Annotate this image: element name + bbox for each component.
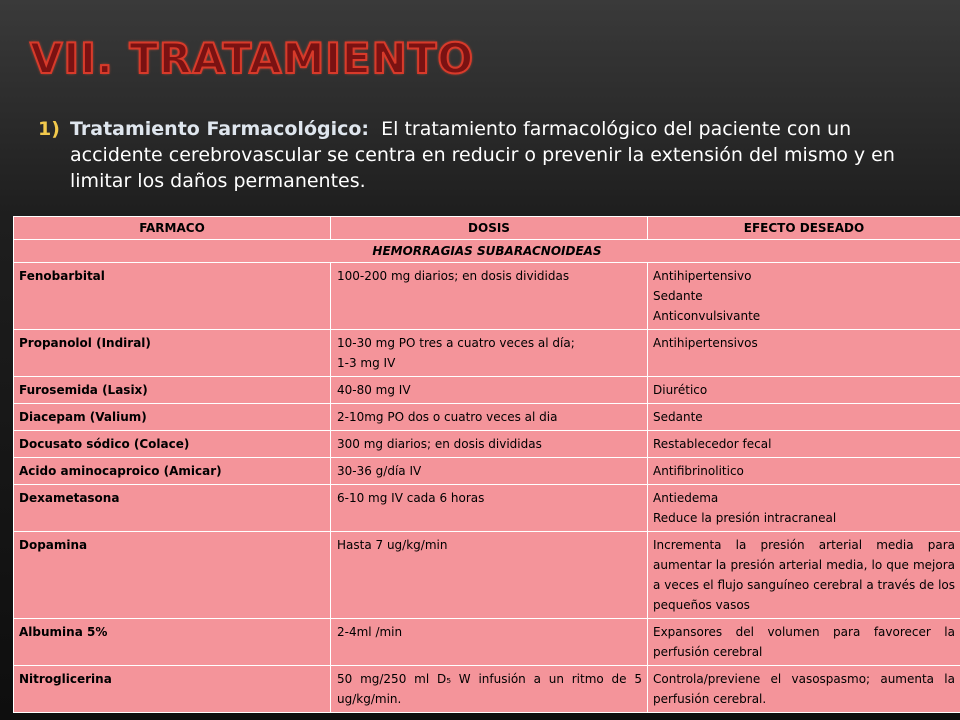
table-row (14, 458, 960, 485)
effect-line: Antiedema (653, 491, 719, 505)
header-farmaco: FARMACO (14, 217, 331, 240)
dose-cell (331, 485, 648, 532)
section-title: HEMORRAGIAS SUBARACNOIDEAS (14, 240, 960, 263)
drug-cell: Dexametasona (14, 485, 331, 532)
table-row (14, 666, 960, 713)
table-row (14, 431, 960, 458)
effect-line: Sedante (653, 410, 703, 424)
table-row (14, 377, 960, 404)
effect-cell (648, 458, 960, 485)
effect-cell (648, 619, 960, 666)
drug-cell: Albumina 5% (14, 619, 331, 666)
effect-line: Sedante (653, 289, 703, 303)
effect-line: Controla/previene el vasospasmo; aumenta la perfusión cerebral. (653, 672, 955, 706)
dose-line: Hasta 7 ug/kg/min (337, 538, 448, 552)
drug-cell: Fenobarbital (14, 263, 331, 330)
dose-line: 2-10mg PO dos o cuatro veces al dia (337, 410, 558, 424)
effect-line: Restablecedor fecal (653, 437, 772, 451)
dose-cell (331, 619, 648, 666)
drug-cell: Acido aminocaproico (Amicar) (14, 458, 331, 485)
drug-cell: Propanolol (Indiral) (14, 330, 331, 377)
effect-cell (648, 431, 960, 458)
dose-cell (331, 458, 648, 485)
table-row (14, 619, 960, 666)
table-row (14, 532, 960, 619)
table-row (14, 330, 960, 377)
table-row (14, 404, 960, 431)
dose-cell (331, 330, 648, 377)
table-header-row (14, 217, 960, 240)
drug-cell: Dopamina (14, 532, 331, 619)
drug-cell: Docusato sódico (Colace) (14, 431, 331, 458)
effect-line: Antihipertensivo (653, 269, 752, 283)
dose-line: 300 mg diarios; en dosis divididas (337, 437, 542, 451)
intro-number: 1) (38, 118, 60, 140)
effect-cell (648, 377, 960, 404)
header-efecto: EFECTO DESEADO (648, 217, 960, 240)
intro-lead: Tratamiento Farmacológico: (70, 118, 370, 140)
effect-line: Anticonvulsivante (653, 309, 761, 323)
dose-cell (331, 666, 648, 713)
effect-line: Diurético (653, 383, 708, 397)
effect-line: Reduce la presión intracraneal (653, 511, 837, 525)
header-dosis: DOSIS (331, 217, 648, 240)
effect-line: Expansores del volumen para favorecer la perfusión cerebral (653, 625, 955, 659)
dose-cell (331, 404, 648, 431)
dose-cell (331, 377, 648, 404)
intro-paragraph (38, 116, 938, 194)
dose-line: 1-3 mg IV (337, 356, 396, 370)
dose-line: 6-10 mg IV cada 6 horas (337, 491, 485, 505)
dose-line: 30-36 g/día IV (337, 464, 422, 478)
dose-line: 2-4ml /min (337, 625, 403, 639)
effect-cell (648, 532, 960, 619)
dose-cell (331, 263, 648, 330)
table-row (14, 263, 960, 330)
drug-cell: Furosemida (Lasix) (14, 377, 331, 404)
dose-line: 10-30 mg PO tres a cuatro veces al día; (337, 336, 575, 350)
effect-cell (648, 666, 960, 713)
intro-body (70, 116, 938, 194)
effect-cell (648, 263, 960, 330)
effect-cell (648, 485, 960, 532)
dose-cell (331, 532, 648, 619)
effect-cell (648, 330, 960, 377)
dose-line: 50 mg/250 ml D₅ W infusión a un ritmo de 5 ug/kg/min. (337, 672, 642, 706)
effect-line: Antihipertensivos (653, 336, 758, 350)
effect-cell (648, 404, 960, 431)
dose-cell (331, 431, 648, 458)
treatment-table (13, 216, 960, 713)
drug-cell: Nitroglicerina (14, 666, 331, 713)
slide-title: VII. TRATAMIENTO (30, 34, 475, 83)
dose-line: 100-200 mg diarios; en dosis divididas (337, 269, 570, 283)
dose-line: 40-80 mg IV (337, 383, 411, 397)
effect-line: Incrementa la presión arterial media para aumentar la presión arterial media, lo que mejora a veces el flujo sanguíneo cerebral a través de los pequeños vasos (653, 538, 955, 612)
drug-cell: Diacepam (Valium) (14, 404, 331, 431)
table-row (14, 485, 960, 532)
effect-line: Antifibrinolitico (653, 464, 744, 478)
section-row (14, 240, 960, 263)
intro-text: El tratamiento farmacológico del paciente con un accidente cerebrovascular se centra en reducir o prevenir la extensión del mismo y en limitar los daños permanentes. (70, 118, 895, 192)
